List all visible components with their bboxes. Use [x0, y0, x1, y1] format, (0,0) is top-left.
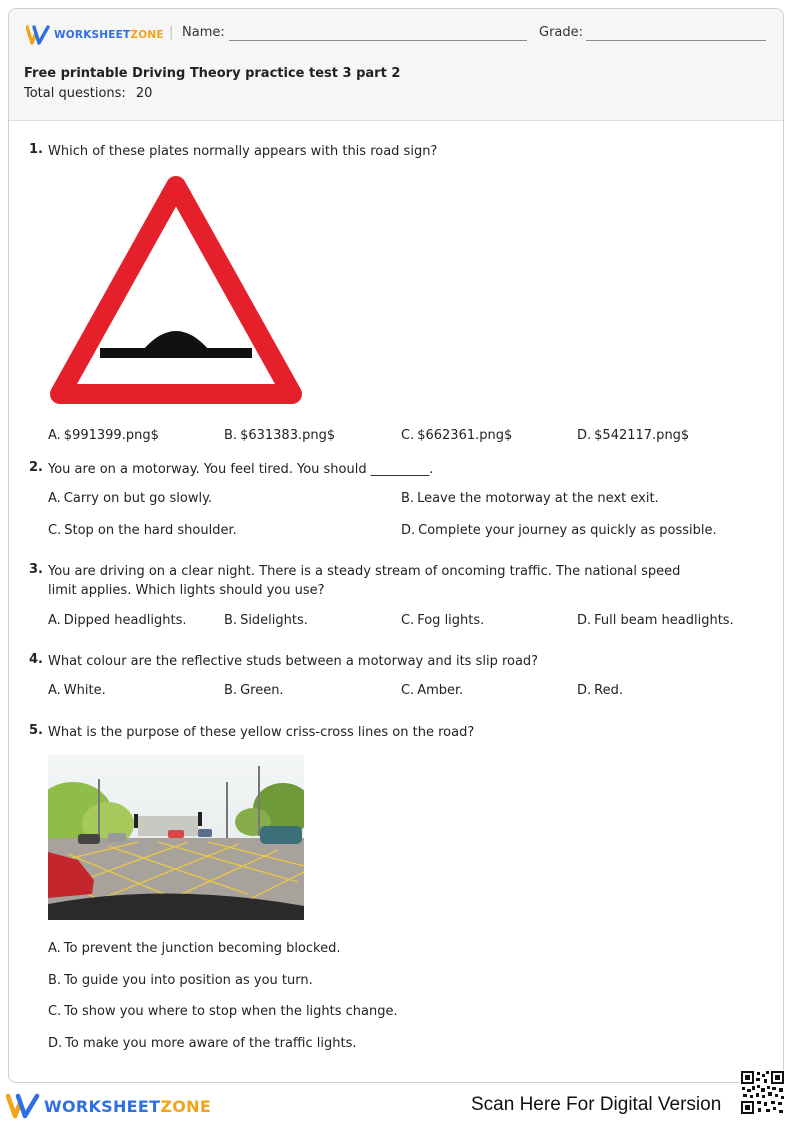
option-d[interactable]: D. To make you more aware of the traffic lights. [48, 1036, 357, 1051]
question-number: 4. [29, 652, 43, 667]
question-number: 5. [29, 723, 43, 738]
option-b[interactable]: B. Sidelights. [224, 613, 308, 628]
option-c[interactable]: C. Stop on the hard shoulder. [48, 523, 237, 538]
option-b[interactable]: B. To guide you into position as you turn. [48, 973, 313, 988]
option-d[interactable]: D. Red. [577, 683, 623, 698]
total-questions-value: 20 [135, 86, 153, 101]
option-a[interactable]: A. To prevent the junction becoming blocked. [48, 941, 341, 956]
logo-wordmark: WORKSHEETZONE [54, 29, 164, 41]
worksheetzone-w-icon [6, 1093, 40, 1119]
name-label: Name: [182, 25, 225, 40]
option-a[interactable]: A. Dipped headlights. [48, 613, 187, 628]
option-c[interactable]: C. $662361.png$ [401, 428, 513, 443]
question-number: 2. [29, 460, 43, 475]
option-c[interactable]: C. Fog lights. [401, 613, 485, 628]
question-text: You are on a motorway. You feel tired. You should _________. [48, 462, 434, 477]
worksheetzone-w-icon [26, 25, 50, 45]
grade-label: Grade: [539, 25, 584, 40]
qr-code-icon[interactable] [740, 1070, 785, 1115]
total-questions [24, 86, 152, 101]
header-separator: | [169, 25, 174, 40]
question-text: Which of these plates normally appears with this road sign? [48, 144, 438, 159]
name-field-line[interactable] [229, 40, 527, 41]
yellow-box-junction-photo [48, 754, 304, 920]
scan-text: Scan Here For Digital Version [471, 1094, 722, 1115]
grade-field-line[interactable] [586, 40, 766, 41]
option-c[interactable]: C. To show you where to stop when the lights change. [48, 1004, 398, 1019]
header-logo[interactable] [26, 25, 164, 45]
option-d[interactable]: D. Full beam headlights. [577, 613, 734, 628]
option-d[interactable]: D. $542117.png$ [577, 428, 690, 443]
footer-wordmark: WORKSHEETZONE [44, 1096, 212, 1116]
option-b[interactable]: B. Leave the motorway at the next exit. [401, 491, 659, 506]
total-questions-label: Total questions: [24, 86, 126, 101]
worksheet-title: Free printable Driving Theory practice test 3 part 2 [24, 66, 401, 81]
question-text: What colour are the reflective studs between a motorway and its slip road? [48, 654, 539, 669]
hump-warning-road-sign [48, 172, 304, 410]
question-text: You are driving on a clear night. There is a steady stream of oncoming traffic. The national speed limit applies. Which lights should you use? [48, 564, 681, 598]
question-number: 1. [29, 142, 43, 157]
footer-logo[interactable] [6, 1093, 211, 1119]
worksheet-header [9, 9, 783, 121]
option-b[interactable]: B. Green. [224, 683, 284, 698]
worksheet-sheet [8, 8, 784, 1083]
option-a[interactable]: A. Carry on but go slowly. [48, 491, 213, 506]
question-text: What is the purpose of these yellow criss-cross lines on the road? [48, 725, 475, 740]
option-d[interactable]: D. Complete your journey as quickly as possible. [401, 523, 717, 538]
option-a[interactable]: A. $991399.png$ [48, 428, 159, 443]
option-c[interactable]: C. Amber. [401, 683, 464, 698]
option-b[interactable]: B. $631383.png$ [224, 428, 336, 443]
question-number: 3. [29, 562, 43, 577]
option-a[interactable]: A. White. [48, 683, 106, 698]
